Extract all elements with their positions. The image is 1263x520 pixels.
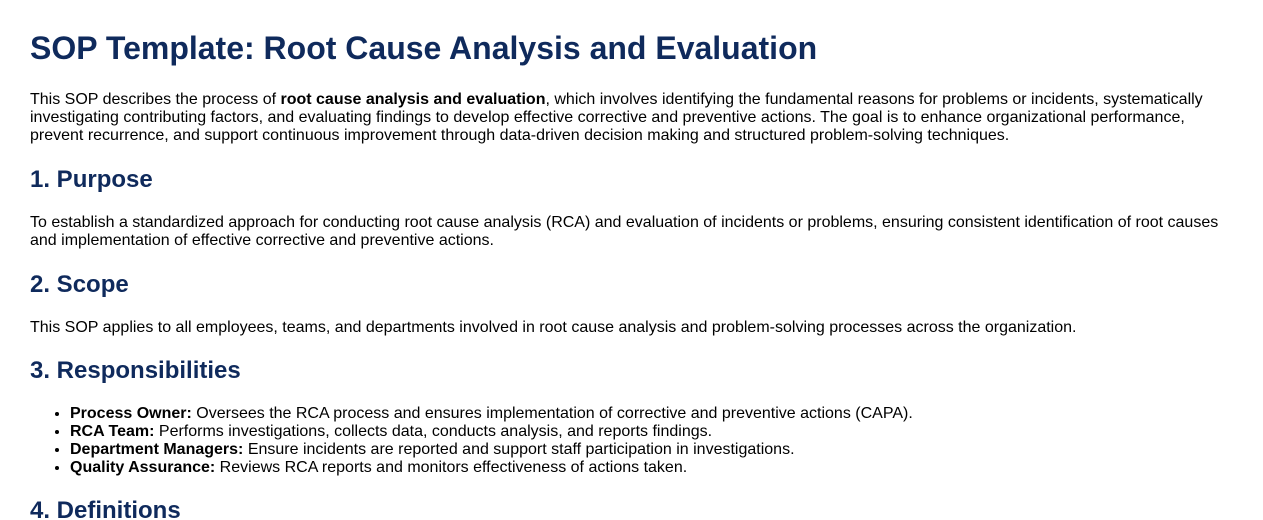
role-description: Oversees the RCA process and ensures implementation of corrective and preventive actions (CAPA). — [191, 405, 913, 422]
document-page — [0, 30, 1263, 520]
intro-text-after: , which involves identifying the fundamental reasons for problems or incidents, systematically investigating contributing factors, and evaluating findings to develop effective corrective and preventive actions. The goal is to enhance organizational performance, prevent recurrence, and support continuous improvement through data-driven decision making and structured problem-solving techniques. — [30, 91, 1203, 144]
intro-text-bold: root cause analysis and evaluation — [280, 91, 546, 108]
list-item — [70, 459, 1233, 477]
role-description: Ensure incidents are reported and support staff participation in investigations. — [243, 441, 795, 458]
intro-text-before: This SOP describes the process of — [30, 91, 281, 108]
section-heading-responsibilities: 3. Responsibilities — [30, 357, 241, 384]
role-description: Performs investigations, collects data, conducts analysis, and reports findings. — [154, 423, 713, 440]
page-title: SOP Template: Root Cause Analysis and Evaluation — [30, 30, 818, 66]
role-description: Reviews RCA reports and monitors effectiveness of actions taken. — [215, 459, 688, 476]
list-item — [70, 405, 1233, 423]
role-label: Process Owner: — [70, 405, 192, 422]
section-heading-definitions: 4. Definitions — [30, 497, 181, 520]
section-text-scope: This SOP applies to all employees, teams, and departments involved in root cause analysis and problem-solving processes across the organization. — [30, 319, 1077, 336]
responsibilities-list — [30, 405, 1233, 477]
role-label: Quality Assurance: — [70, 459, 216, 476]
section-heading-purpose: 1. Purpose — [30, 166, 153, 193]
role-label: RCA Team: — [70, 423, 155, 440]
intro-paragraph — [30, 91, 1233, 145]
list-item — [70, 441, 1233, 459]
section-text-purpose: To establish a standardized approach for conducting root cause analysis (RCA) and evaluation of incidents or problems, ensuring consistent identification of root causes and implementation of effective corrective and preventive actions. — [30, 214, 1219, 249]
section-heading-scope: 2. Scope — [30, 271, 129, 298]
list-item — [70, 423, 1233, 441]
role-label: Department Managers: — [70, 441, 244, 458]
